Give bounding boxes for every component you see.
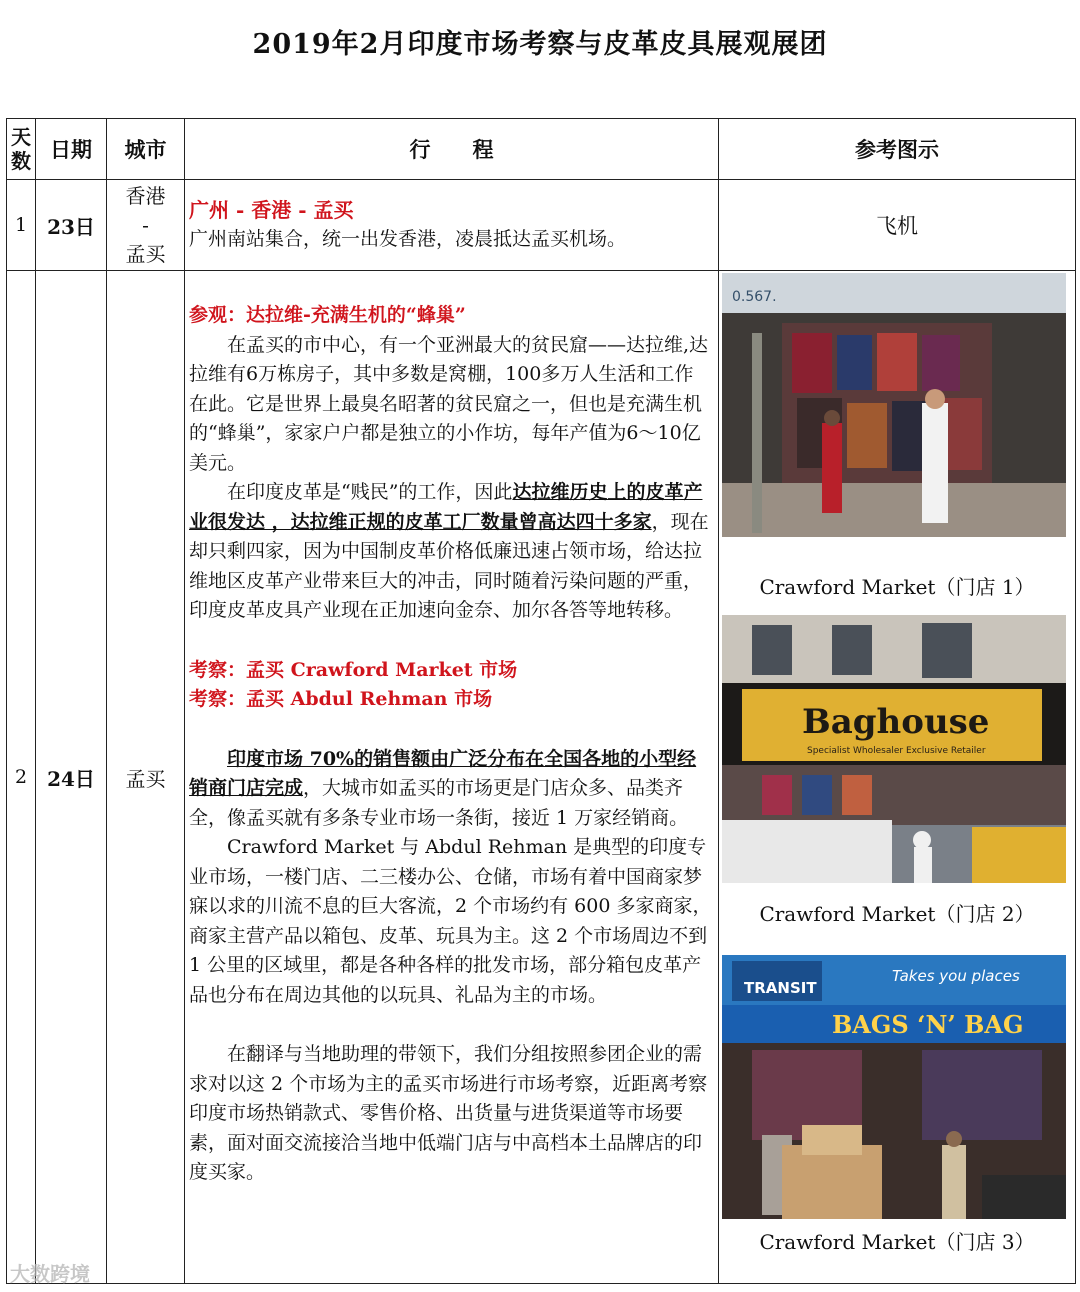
para-leather-history: 在印度皮革是“贱民”的工作，因此达拉维历史上的皮革产业很发达 ，达拉维正规的皮革工厂数量曾高达四十多家，现在却只剩四家，因为中国制皮革价格低廉迅速占领市场，给达拉维地区皮革产业带来巨大的冲击，同时随着污染问题的严重，印度皮革皮具产业现在正加速向金奈、加尔各答等地转移。 (189, 481, 709, 621)
store-photo-3-image (722, 955, 1066, 1219)
visit-heading: 参观：达拉维-充满生机的“蜂巢” (189, 304, 466, 326)
para-market-share: 印度市场 70%的销售额由广泛分布在全国各地的小型经销商门店完成，大城市如孟买的市场更是门店众多、品类齐全，像孟买就有多条专业市场一条街，接近 1 万家经销商。 (189, 747, 697, 829)
svg-text:Takes you places: Takes you places (892, 967, 1020, 985)
svg-text:Specialist Wholesaler Exclusiv: Specialist Wholesaler Exclusive Retailer (807, 746, 986, 756)
row1-itinerary (185, 180, 719, 271)
header-itinerary: 行 程 (185, 119, 719, 180)
store-photo-2-image (722, 615, 1066, 883)
svg-text:TRANSIT: TRANSIT (744, 979, 817, 997)
header-reference: 参考图示 (719, 119, 1076, 180)
para-dharavi: 在孟买的市中心，有一个亚洲最大的贫民窟——达拉维,达拉维有6万栋房子，其中多数是窝棚，100多万人生活和工作在此。它是世界上最臭名昭著的贫民窟之一，但也是充满生机的“蜂巢”，家家户户都是独立的小作坊，每年产值为6～10亿美元。 (189, 333, 709, 474)
watermark-text: 大数跨境 (10, 1262, 90, 1286)
row1-city: 香港 - 孟买 (107, 180, 185, 271)
table-header-row (7, 119, 1076, 180)
store-photo-1 (722, 273, 1066, 537)
row2-date: 24日 (36, 271, 107, 1284)
header-day: 天 数 (7, 119, 36, 180)
store-photo-3 (722, 955, 1066, 1219)
row2-city: 孟买 (107, 271, 185, 1284)
row1-route: 广州 - 香港 - 孟买 (189, 197, 354, 222)
row2-day: 2 (7, 271, 36, 1284)
table-row-day1 (7, 180, 1076, 271)
survey-crawford: 考察：孟买 Crawford Market 市场 (189, 658, 518, 681)
svg-text:0.567.: 0.567. (732, 289, 777, 305)
table-row-day2 (7, 271, 1076, 1284)
para-survey-plan: 在翻译与当地助理的带领下，我们分组按照参团企业的需求对以这 2 个市场为主的孟买市场进行市场考察，近距离考察印度市场热销款式、零售价格、出货量与进货渠道等市场要素，面对面交流接洽当地中低端门店与中高档本土品牌店的印度买家。 (189, 1043, 708, 1183)
svg-text:Baghouse: Baghouse (802, 702, 990, 742)
store-photo-1-image (722, 273, 1066, 537)
document-title: 2019年2月印度市场考察与皮革皮具展观展团 (252, 29, 828, 60)
survey-abdul: 考察：孟买 Abdul Rehman 市场 (189, 688, 493, 710)
svg-text:BAGS ‘N’ BAG: BAGS ‘N’ BAG (832, 1010, 1024, 1039)
row2-reference (719, 271, 1076, 1284)
itinerary-table (6, 118, 1076, 1284)
row1-reference: 飞机 (719, 180, 1076, 271)
row2-itinerary (185, 271, 719, 1284)
row1-desc: 广州南站集合，统一出发香港，凌晨抵达孟买机场。 (189, 228, 627, 250)
row1-date: 23日 (36, 180, 107, 271)
store-photo-2 (722, 615, 1066, 883)
store-photo-1-caption: Crawford Market（门店 1） (759, 575, 1035, 599)
store-photo-2-caption: Crawford Market（门店 2） (759, 902, 1035, 926)
header-date: 日期 (36, 119, 107, 180)
row1-day: 1 (7, 180, 36, 271)
store-photo-3-caption: Crawford Market（门店 3） (759, 1230, 1035, 1254)
para-markets: Crawford Market 与 Abdul Rehman 是典型的印度专业市场，一楼门店、二三楼办公、仓储，市场有着中国商家梦寐以求的川流不息的巨大客流，2 个市场约有 600 多家商家，商家主营产品以箱包、皮革、玩具为主。这 2 个市场周边不到 1 公里的区域里，都是各种各样的批发市场，部分箱包皮革产品也分布在周边其他的以玩具、礼品为主的市场。 (189, 836, 712, 1006)
header-city: 城市 (107, 119, 185, 180)
